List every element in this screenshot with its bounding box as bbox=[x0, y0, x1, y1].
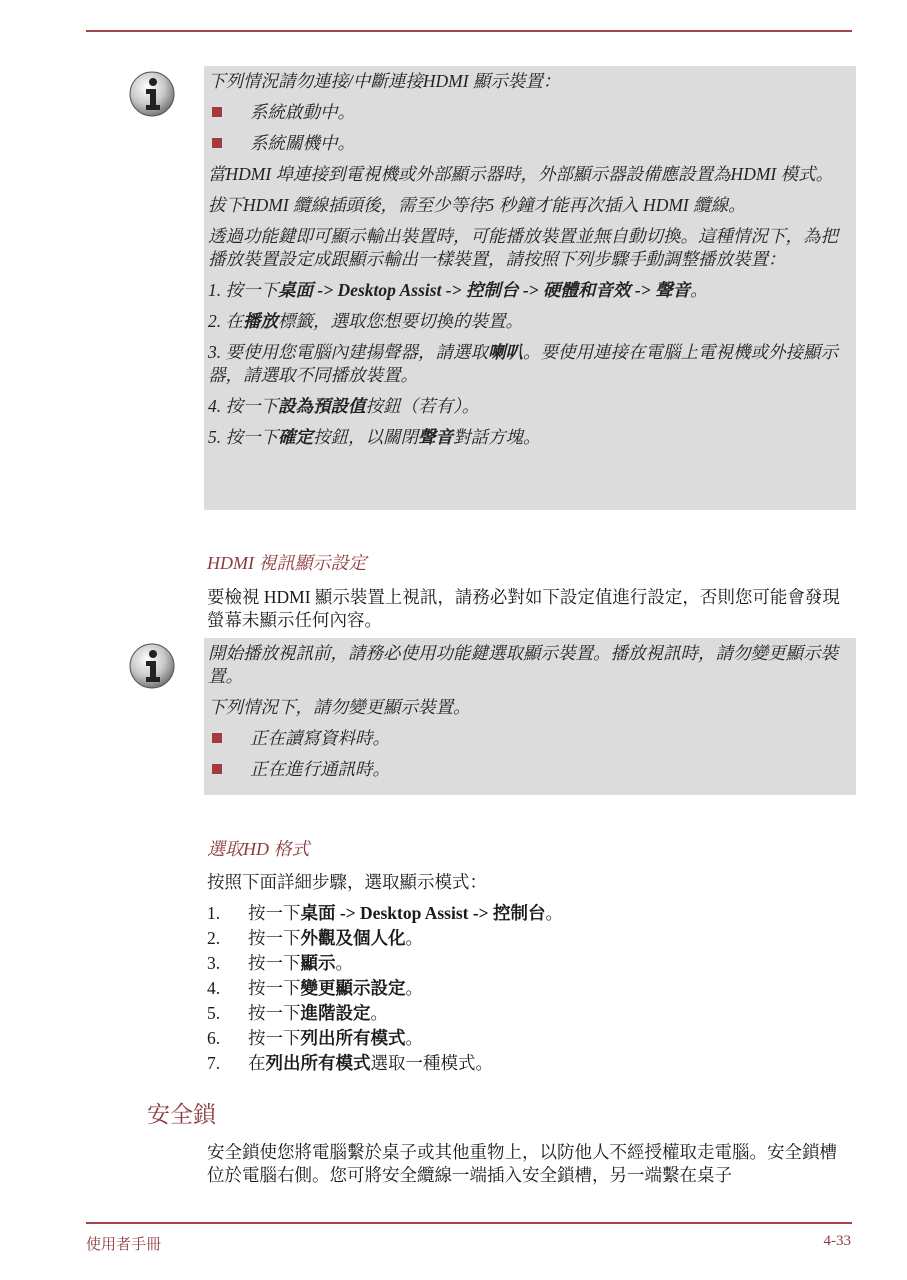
note-hdmi-connect bbox=[204, 66, 856, 510]
hdmi-video-body: 要檢視 HDMI 顯示裝置上視訊，請務必對如下設定值進行設定，否則您可能會發現螢幕未顯示任何內容。 bbox=[207, 587, 840, 630]
bullet-icon bbox=[212, 107, 222, 117]
bullet-icon bbox=[212, 764, 222, 774]
note-paragraph: 拔下HDMI 纜線插頭後，需至少等待5 秒鐘才能再次插入 HDMI 纜線。 bbox=[208, 195, 746, 215]
note-step-1: 1. 按一下桌面 -> Desktop Assist -> 控制台 -> 硬體和音效 -> 聲音。 bbox=[208, 280, 708, 300]
note-paragraph: 當HDMI 埠連接到電視機或外部顯示器時，外部顯示器設備應設置為HDMI 模式。 bbox=[208, 164, 834, 184]
step-item: 2. 按一下外觀及個人化。 bbox=[207, 928, 423, 948]
hdmi-video-title: HDMI 視訊顯示設定 bbox=[207, 553, 367, 573]
step-item: 5. 按一下進階設定。 bbox=[207, 1003, 388, 1023]
hd-format-intro: 按照下面詳細步驟，選取顯示模式： bbox=[207, 872, 487, 892]
bullet-icon bbox=[212, 733, 222, 743]
hd-format-title: 選取HD 格式 bbox=[207, 839, 310, 859]
info-icon bbox=[128, 70, 176, 118]
list-item: 系統啟動中。 bbox=[208, 101, 850, 124]
step-item: 7. 在列出所有模式選取一種模式。 bbox=[207, 1053, 493, 1073]
note-step-3: 3. 要使用您電腦內建揚聲器，請選取喇叭。要使用連接在電腦上電視機或外接顯示器，請選取不同播放裝置。 bbox=[208, 342, 838, 385]
note-paragraph: 透過功能鍵即可顯示輸出裝置時，可能播放裝置並無自動切換。這種情況下，為把播放裝置設定成跟顯示輸出一樣裝置，請按照下列步驟手動調整播放裝置： bbox=[208, 226, 838, 269]
footer-title: 使用者手冊 bbox=[86, 1235, 162, 1253]
list-item: 正在讀寫資料時。 bbox=[208, 727, 850, 750]
note-step-5: 5. 按一下確定按鈕，以關閉聲音對話方塊。 bbox=[208, 427, 541, 447]
security-lock-body: 安全鎖使您將電腦繫於桌子或其他重物上，以防他人不經授權取走電腦。安全鎖槽位於電腦右側。您可將安全纜線一端插入安全鎖槽，另一端繫在桌子 bbox=[207, 1142, 837, 1185]
list-item: 正在進行通訊時。 bbox=[208, 758, 850, 781]
note-step-2: 2. 在播放標籤，選取您想要切換的裝置。 bbox=[208, 311, 523, 331]
step-item: 3. 按一下顯示。 bbox=[207, 953, 353, 973]
page-number: 4-33 bbox=[823, 1233, 851, 1249]
note-step-4: 4. 按一下設為預設值按鈕（若有）。 bbox=[208, 396, 480, 416]
footer-rule bbox=[86, 1222, 852, 1224]
step-item: 1. 按一下桌面 -> Desktop Assist -> 控制台。 bbox=[207, 903, 564, 923]
note-intro: 下列情況請勿連接/中斷連接HDMI 顯示裝置： bbox=[208, 71, 561, 91]
step-item: 4. 按一下變更顯示設定。 bbox=[207, 978, 423, 998]
note-video-playback bbox=[204, 638, 856, 795]
header-rule bbox=[86, 30, 852, 32]
hd-format-steps bbox=[207, 901, 847, 1076]
step-item: 6. 按一下列出所有模式。 bbox=[207, 1028, 423, 1048]
list-item: 系統關機中。 bbox=[208, 132, 850, 155]
security-lock-heading: 安全鎖 bbox=[147, 1102, 216, 1128]
bullet-icon bbox=[212, 138, 222, 148]
note-paragraph: 下列情況下，請勿變更顯示裝置。 bbox=[208, 697, 471, 717]
info-icon bbox=[128, 642, 176, 690]
note-paragraph: 開始播放視訊前，請務必使用功能鍵選取顯示裝置。播放視訊時，請勿變更顯示裝置。 bbox=[208, 643, 838, 686]
